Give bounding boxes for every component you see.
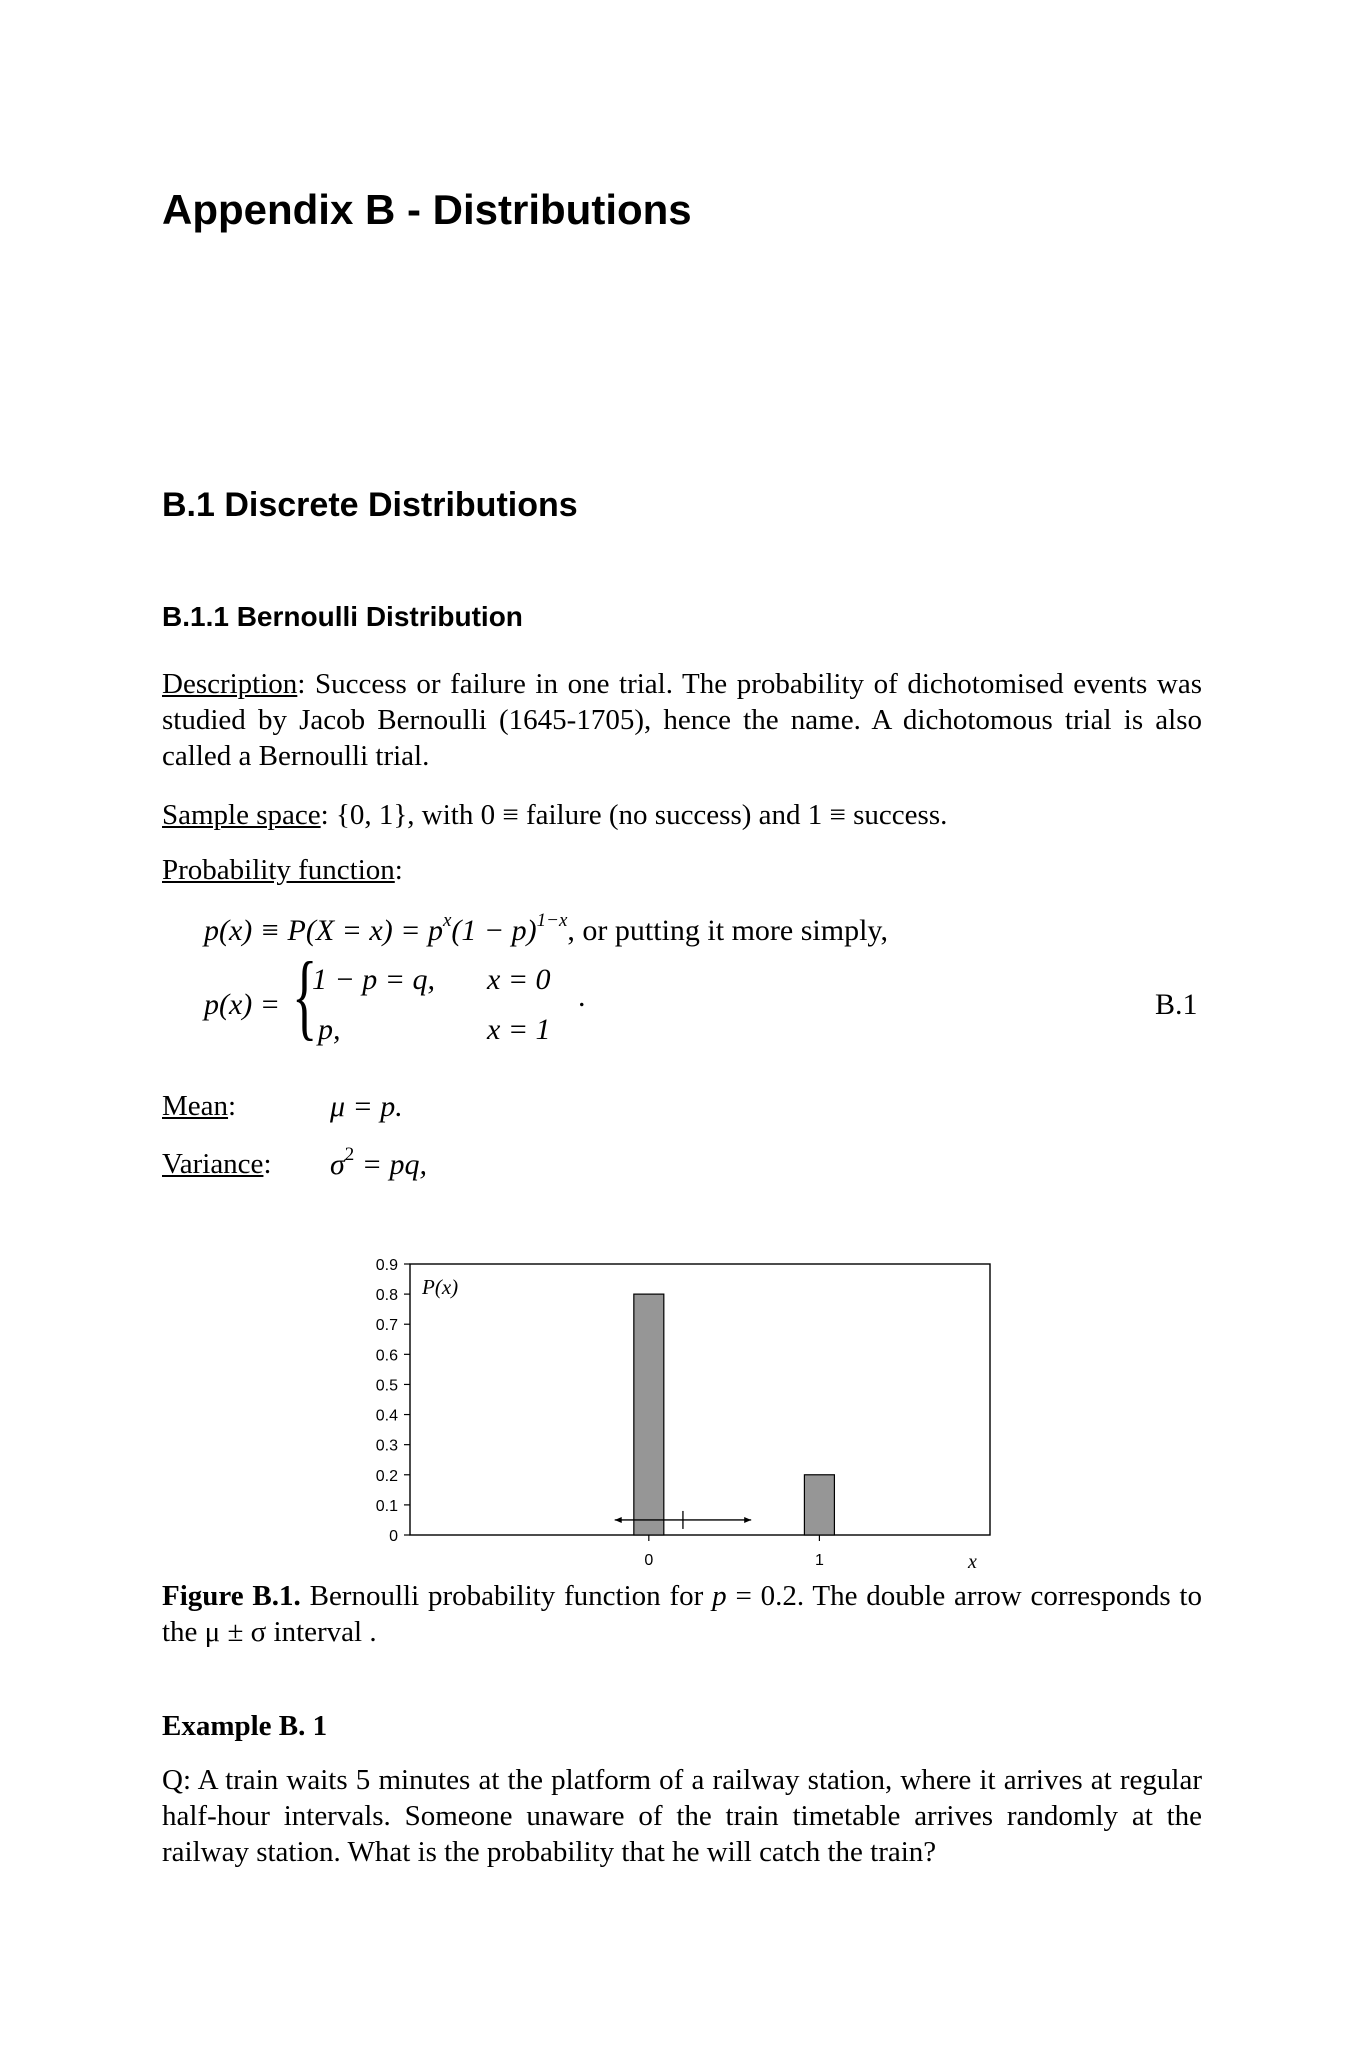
mean-row: Mean: bbox=[162, 1090, 237, 1122]
y-tick-label: 0.3 bbox=[375, 1437, 398, 1455]
plot-area-frame bbox=[410, 1264, 990, 1535]
probability-function-heading: Probability function: bbox=[162, 854, 403, 886]
sample-space-text: : {0, 1}, with 0 ≡ failure (no success) and 1 ≡ success. bbox=[320, 799, 948, 831]
subsection-title: B.1.1 Bernoulli Distribution bbox=[162, 601, 523, 632]
x-axis-label: x bbox=[968, 1551, 977, 1570]
description-text: : Success or failure in one trial. The probability of dichotomised events was studied by Jacob Bernoulli (1645-1705), hence the name. A dichotomous trial is also called a Bernoulli trial. bbox=[162, 668, 1202, 772]
mean-formula: μ = p. bbox=[330, 1090, 403, 1123]
case-1-expression: 1 − p = q, bbox=[312, 963, 435, 996]
sample-space-paragraph bbox=[162, 797, 1202, 833]
equation-number: B.1 bbox=[1155, 988, 1198, 1021]
mean-label: Mean bbox=[162, 1090, 229, 1122]
y-tick-label: 0.8 bbox=[375, 1287, 398, 1305]
bar-1 bbox=[804, 1475, 834, 1535]
sample-space-label: Sample space bbox=[162, 799, 321, 831]
appendix-title: Appendix B - Distributions bbox=[162, 186, 692, 233]
description-label: Description bbox=[162, 668, 298, 700]
y-tick-label: 0.2 bbox=[375, 1467, 398, 1485]
y-tick-label: 0 bbox=[389, 1528, 398, 1545]
y-tick-label: 0.7 bbox=[375, 1317, 398, 1335]
case-1-condition: x = 0 bbox=[487, 963, 551, 996]
cases-brace: { bbox=[292, 942, 318, 1049]
pmf-equation-1: $p(x) \equiv P(X = x) = p^x(1 - p)^{1-x}$, or putting it more simply, bbox=[204, 910, 888, 947]
example-question: Q: A train waits 5 minutes at the platform of a railway station, where it arrives at regular half-hour intervals. Someone unaware of the train timetable arrives randomly at the railway station. What is the probability that he will catch the train? bbox=[162, 1764, 1202, 1868]
probability-function-label: Probability function bbox=[162, 854, 395, 886]
example-title: Example B. 1 bbox=[162, 1710, 328, 1742]
case-2-condition: x = 1 bbox=[487, 1013, 551, 1046]
y-tick-label: 0.9 bbox=[375, 1257, 398, 1274]
x-tick-label: 0 bbox=[644, 1552, 654, 1569]
y-tick-label: 0.5 bbox=[375, 1377, 398, 1395]
case-2-expression: p, bbox=[318, 1013, 341, 1046]
bar-0 bbox=[634, 1294, 664, 1535]
y-tick-label: 0.1 bbox=[375, 1497, 398, 1515]
variance-formula: $\sigma^2$ = pq, bbox=[330, 1144, 428, 1181]
figure-caption: Figure B.1. Bernoulli probability function for p = 0.2. The double arrow corresponds to the μ ± σ interval . bbox=[162, 1580, 1202, 1648]
variance-row: Variance: bbox=[162, 1148, 272, 1180]
interval-right-arrowhead bbox=[744, 1517, 751, 1523]
pmf-equation-2-lhs: p(x) = bbox=[204, 988, 281, 1021]
variance-label: Variance bbox=[162, 1148, 264, 1180]
y-tick-label: 0.6 bbox=[375, 1347, 398, 1365]
description-paragraph bbox=[162, 666, 1202, 774]
figure-caption-label: Figure B.1. bbox=[162, 1580, 301, 1612]
x-tick-label: 1 bbox=[814, 1552, 824, 1569]
equation-period: . bbox=[578, 980, 586, 1013]
bernoulli-chart bbox=[350, 1250, 1010, 1570]
section-title: B.1 Discrete Distributions bbox=[162, 486, 578, 524]
y-tick-label: 0.4 bbox=[375, 1407, 398, 1425]
interval-left-arrowhead bbox=[615, 1517, 622, 1523]
series-label: P(x) bbox=[422, 1275, 459, 1299]
